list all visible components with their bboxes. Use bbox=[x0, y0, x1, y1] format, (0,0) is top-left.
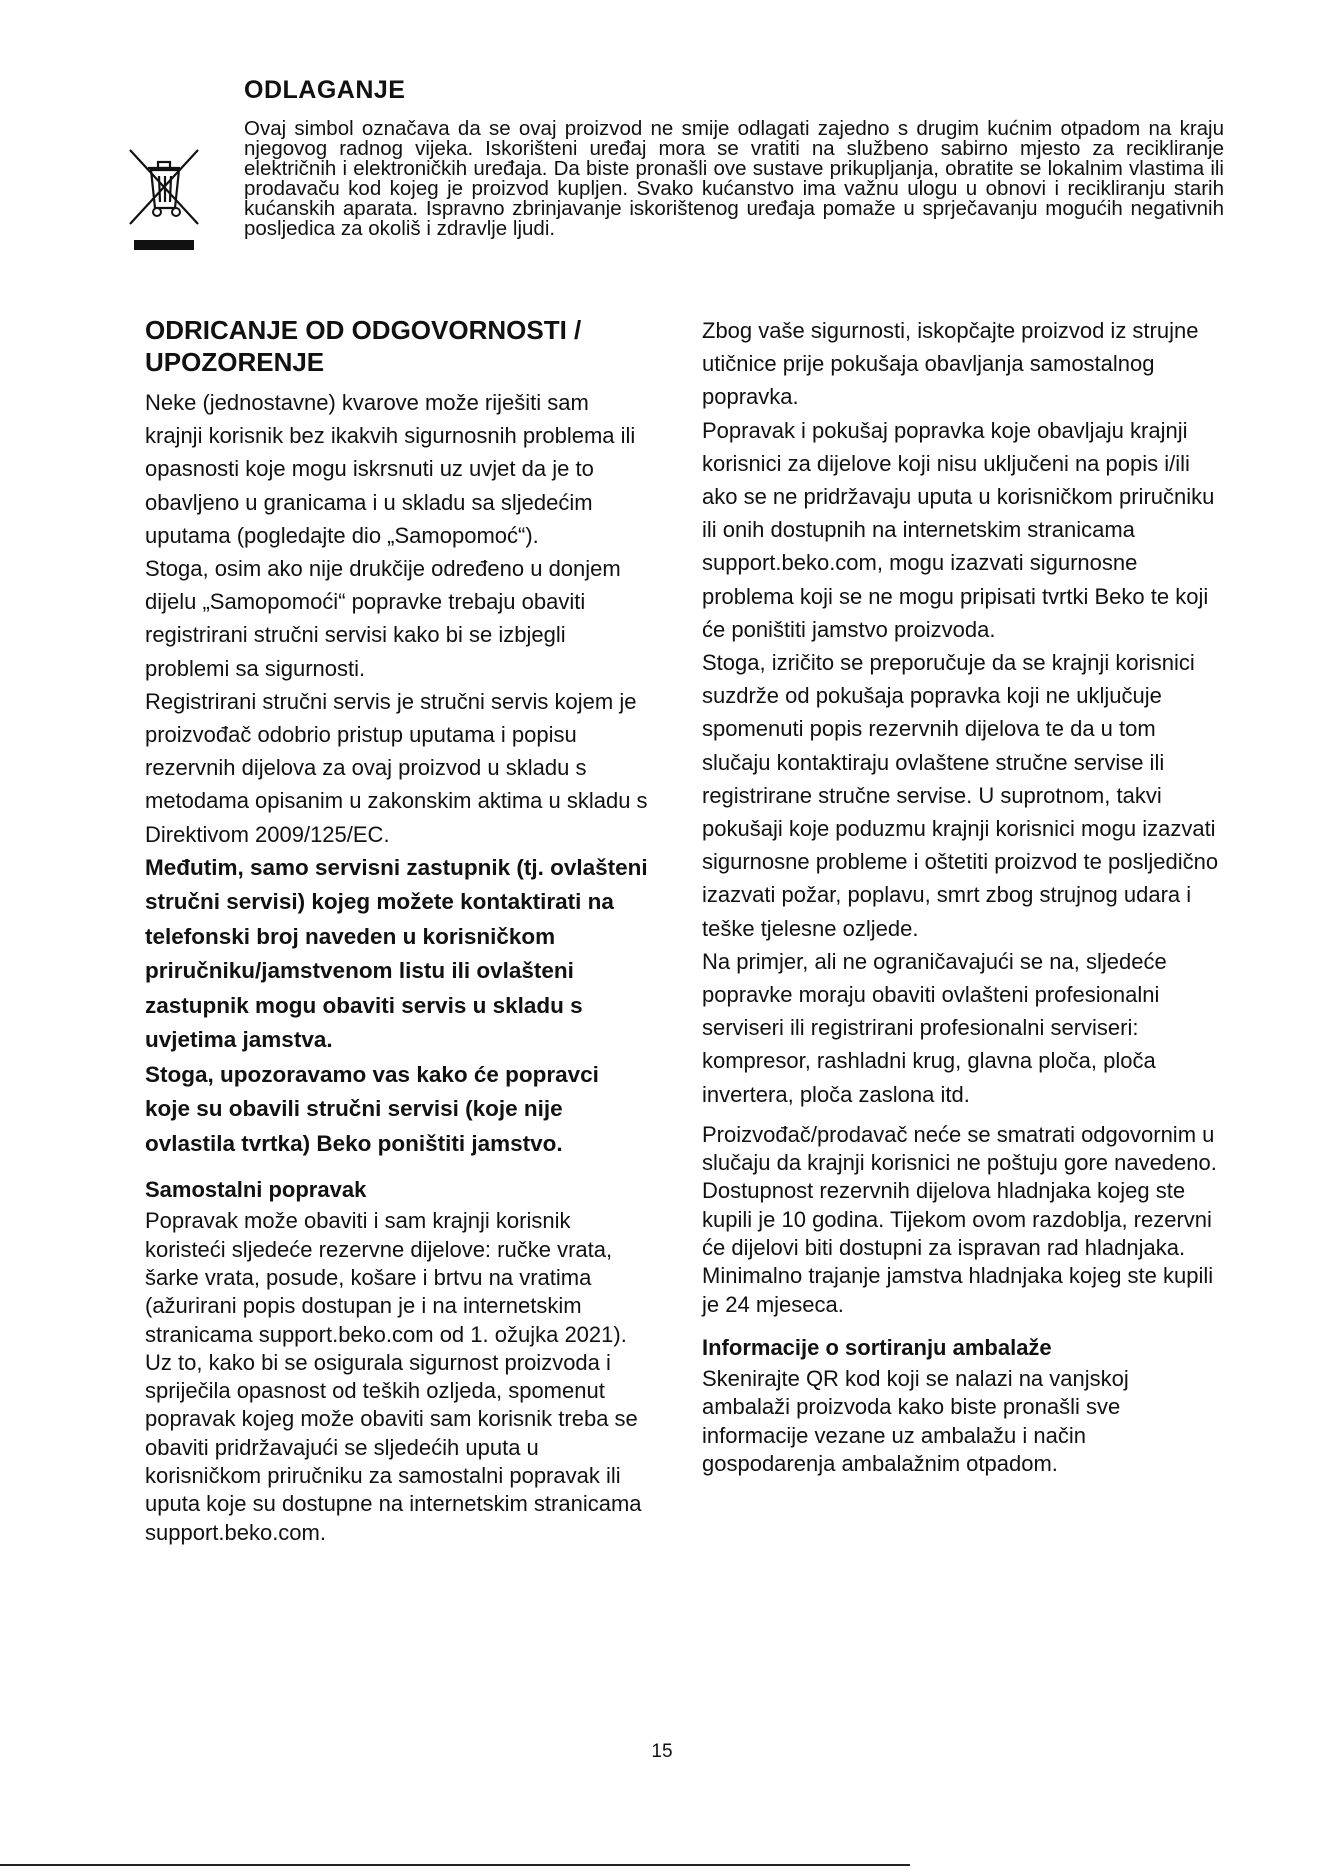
repair-paragraph-3: Stoga, izričito se preporučuje da se krajnji korisnici suzdrže od pokušaja popravka koji ne uključuje spomenuti popis rezervnih dijelova te da u tom slučaju kontaktiraju ovlaštene stručne servise ili registrirane stručne servise. U suprotnom, takvi pokušaji koje poduzmu krajnji korisnici mogu izazvati sigurnosne probleme i oštetiti proizvod te posljedično izazvati požar, poplavu, smrt zbog strujnog udara i teške tjelesne ozljede. bbox=[702, 650, 1219, 941]
disclaimer-column bbox=[145, 314, 650, 1547]
warranty-notice-bold-1: Međutim, samo servisni zastupnik (tj. ovlašteni stručni servisi) kojeg možete kontaktirati na telefonski broj naveden u korisničkom priručniku/jamstvenom listu ili ovlašteni zastupnik mogu obaviti servis u skladu s uvjetima jamstva. bbox=[145, 854, 648, 1053]
repair-paragraph-1: Zbog vaše sigurnosti, iskopčajte proizvod iz strujne utičnice prije pokušaja obavljanja samostalnog popravka. bbox=[702, 318, 1199, 410]
disposal-title: ODLAGANJE bbox=[244, 76, 406, 104]
warranty-notice-bold-2: Stoga, upozoravamo vas kako će popravci koje su obavili stručni servisi (koje nije ovlastila tvrtka) Beko poništiti jamstvo. bbox=[145, 1061, 599, 1156]
repair-paragraph-4: Na primjer, ali ne ograničavajući se na, sljedeće popravke moraju obaviti ovlašteni profesionalni serviseri ili registrirani profesionalni serviseri: kompresor, rashladni krug, glavna ploča, ploča invertera, ploča zaslona itd. bbox=[702, 948, 1167, 1107]
disclaimer-paragraph-1: Neke (jednostavne) kvarove može riješiti sam krajnji korisnik bez ikakvih sigurnosnih problema ili opasnosti koje mogu iskrsnuti uz uvjet da je to obavljeno u granicama i u skladu sa sljedećim uputama (pogledajte dio „Samopomoć“). bbox=[145, 390, 636, 548]
self-repair-heading: Samostalni popravak bbox=[145, 1177, 367, 1203]
spare-parts-availability-paragraph: Dostupnost rezervnih dijelova hladnjaka kojeg ste kupili je 10 godina. Tijekom ovom razdoblja, rezervni će dijelovi biti dostupni za ispravan rad hladnjaka. bbox=[702, 1178, 1212, 1261]
disposal-section bbox=[124, 76, 1224, 239]
page-number: 15 bbox=[651, 1741, 673, 1762]
manufacturer-liability-paragraph: Proizvođač/prodavač neće se smatrati odgovornim u slučaju da krajnji korisnici ne poštuju gore navedeno. bbox=[702, 1121, 1217, 1176]
self-repair-paragraph-1: Popravak može obaviti i sam krajnji korisnik koristeći sljedeće rezervne dijelove: ručke vrata, šarke vrata, posude, košare i brtvu na vratima (ažurirani popis dostupan je i na internetskim stranicama support.beko.com od 1. ožujka 2021). bbox=[145, 1208, 627, 1347]
repair-info-column bbox=[702, 314, 1222, 1478]
disclaimer-heading: ODRICANJE OD ODGOVORNOSTI / UPOZORENJE bbox=[145, 315, 582, 377]
disposal-text: Ovaj simbol označava da se ovaj proizvod ne smije odlagati zajedno s drugim kućnim otpadom na kraju njegovog radnog vijeka. Iskorišteni uređaj mora se vratiti na službeno sabirno mjesto za recikliranje električnih i elektroničkih uređaja. Da biste pronašli ove sustave prikupljanja, obratite se lokalnim vlastima ili prodavaču kod kojeg je proizvod kupljen. Svako kućanstvo ima važnu ulogu u obnovi i recikliranju starih kućanskih aparata. Ispravno zbrinjavanje iskorištenog uređaja pomaže u sprječavanju mogućih negativnih posljedica za okoliš i zdravlje ljudi. bbox=[244, 117, 1224, 240]
bottom-rule bbox=[0, 1864, 910, 1866]
packaging-info-heading: Informacije o sortiranju ambalaže bbox=[702, 1334, 1052, 1360]
warranty-duration-paragraph: Minimalno trajanje jamstva hladnjaka kojeg ste kupili je 24 mjeseca. bbox=[702, 1263, 1214, 1317]
repair-paragraph-2: Popravak i pokušaj popravka koje obavljaju krajnji korisnici za dijelove koji nisu uključeni na popis i/ili ako se ne pridržavaju uputa u korisničkom priručniku ili onih dostupnih na internetskim stranicama support.beko.com, mogu izazvati sigurnosne problema koji se ne mogu pripisati tvrtki Beko te koji će poništiti jamstvo proizvoda. bbox=[702, 417, 1215, 642]
disclaimer-paragraph-3: Registrirani stručni servis je stručni servis kojem je proizvođač odobrio pristup uputama i popisu rezervnih dijelova za ovaj proizvod u skladu s metodama opisanim u zakonskim aktima u skladu s Direktivom 2009/125/EC. bbox=[145, 688, 648, 847]
packaging-info-paragraph: Skenirajte QR kod koji se nalazi na vanjskoj ambalaži proizvoda kako biste pronašli sve informacije vezane uz ambalažu i način gospodarenja ambalažnim otpadom. bbox=[702, 1365, 1129, 1476]
self-repair-paragraph-2: Uz to, kako bi se osigurala sigurnost proizvoda i spriječila opasnost od teških ozljeda, spomenut popravak kojeg može obaviti sam korisnik treba se obaviti pridržavajući se sljedećih uputa u korisničkom priručniku za samostalni popravak ili uputa koje su dostupne na internetskim stranicama support.beko.com. bbox=[145, 1349, 642, 1545]
disclaimer-paragraph-2: Stoga, osim ako nije drukčije određeno u donjem dijelu „Samopomoći“ popravke trebaju obaviti registrirani stručni servisi kako bi se izbjegli problemi sa sigurnosti. bbox=[145, 556, 621, 681]
crossed-out-wheelie-bin-icon bbox=[124, 138, 204, 258]
